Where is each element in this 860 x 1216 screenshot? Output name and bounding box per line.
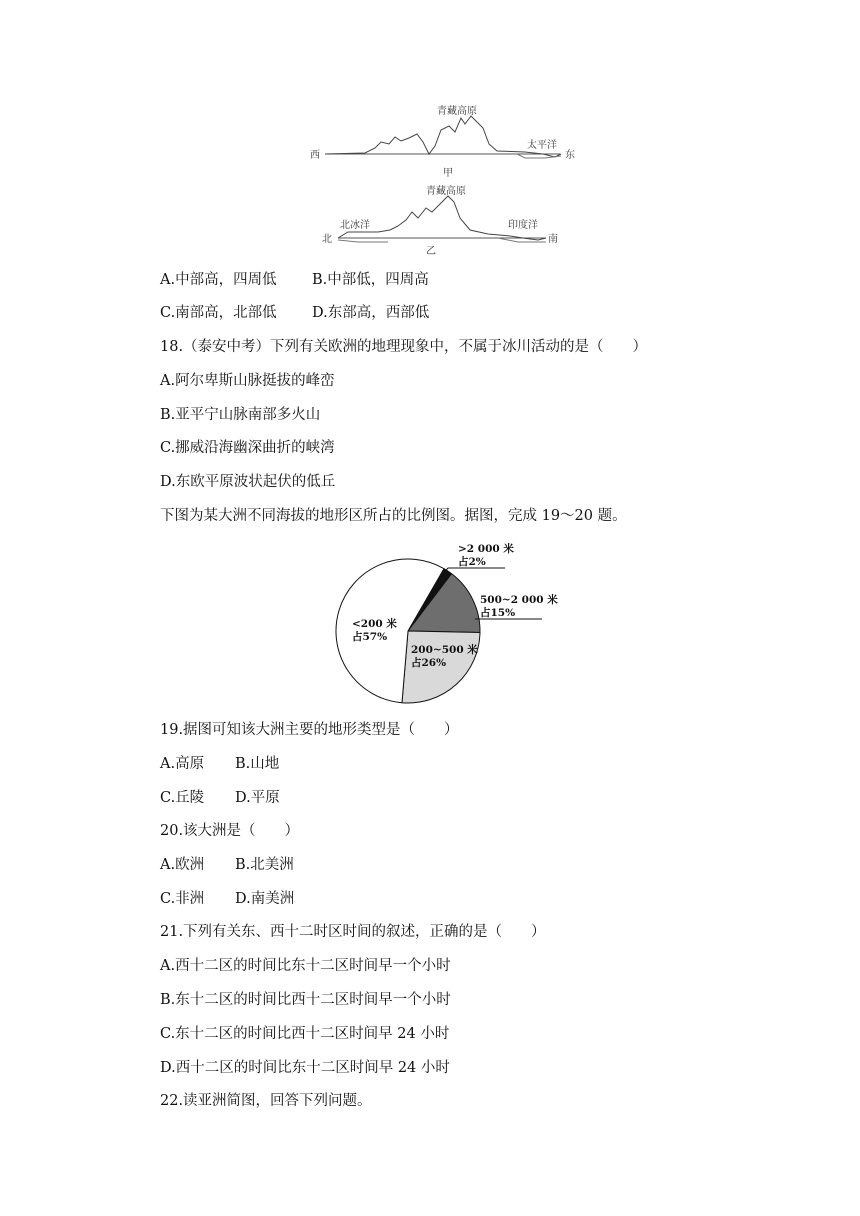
south-label: 南 bbox=[548, 234, 558, 245]
plateau-label-yi: 青藏高原 bbox=[426, 186, 466, 197]
q20-option-c: C.非洲 bbox=[160, 891, 205, 907]
share-under-200: 占57% bbox=[352, 631, 388, 643]
west-label: 西 bbox=[310, 150, 320, 161]
q17-options-row1 bbox=[160, 271, 429, 289]
terrain-profile-yi bbox=[318, 182, 568, 258]
q18-option-b: B.亚平宁山脉南部多火山 bbox=[160, 407, 321, 423]
q17-options-row2 bbox=[160, 304, 429, 322]
q19-option-b: B.山地 bbox=[235, 756, 280, 772]
indian-ocean-label: 印度洋 bbox=[508, 220, 538, 231]
q20-option-b: B.北美洲 bbox=[235, 857, 294, 873]
profile-caption-jia: 甲 bbox=[443, 168, 453, 179]
east-label: 东 bbox=[565, 150, 575, 161]
q20-options-row2 bbox=[160, 890, 294, 908]
share-500-2000: 占15% bbox=[480, 607, 516, 619]
terrain-profile-jia bbox=[305, 104, 585, 180]
label-over-2000: >2 000 米 bbox=[458, 543, 514, 555]
q17-option-b: B.中部低，四周高 bbox=[312, 272, 429, 288]
q19-options-row1 bbox=[160, 755, 279, 773]
q21-option-c: C.东十二区的时间比西十二区时间早 24 小时 bbox=[160, 1026, 450, 1042]
q20-option-d: D.南美洲 bbox=[235, 891, 295, 907]
chart-intro: 下图为某大洲不同海拔的地形区所占的比例图。据图，完成 19～20 题。 bbox=[160, 508, 627, 524]
q21-option-b: B.东十二区的时间比西十二区时间早一个小时 bbox=[160, 992, 451, 1008]
q21-stem: 21.下列有关东、西十二时区时间的叙述，正确的是（ ） bbox=[160, 924, 546, 940]
q18-option-a: A.阿尔卑斯山脉挺拔的峰峦 bbox=[160, 373, 335, 389]
pacific-label: 太平洋 bbox=[527, 140, 557, 151]
q17-option-d: D.东部高，西部低 bbox=[312, 305, 430, 321]
q19-option-d: D.平原 bbox=[235, 790, 280, 806]
q19-options-row2 bbox=[160, 789, 280, 807]
q21-option-d: D.西十二区的时间比东十二区时间早 24 小时 bbox=[160, 1060, 450, 1076]
q18-option-c: C.挪威沿海幽深曲折的峡湾 bbox=[160, 440, 335, 456]
share-200-500: 占26% bbox=[411, 657, 447, 669]
q19-option-c: C.丘陵 bbox=[160, 790, 205, 806]
q22-stem: 22.读亚洲简图，回答下列问题。 bbox=[160, 1093, 372, 1109]
profile-caption-yi: 乙 bbox=[426, 246, 436, 257]
q20-stem: 20.该大洲是（ ） bbox=[160, 823, 300, 839]
north-label: 北 bbox=[322, 234, 332, 245]
q20-option-a: A.欧洲 bbox=[160, 857, 205, 873]
q20-options-row1 bbox=[160, 856, 294, 874]
q18-stem: 18.（泰安中考）下列有关欧洲的地理现象中，不属于冰川活动的是（ ） bbox=[160, 339, 648, 355]
arctic-ocean-label: 北冰洋 bbox=[340, 220, 370, 231]
label-under-200: <200 米 bbox=[352, 618, 397, 630]
q17-option-a: A.中部高，四周低 bbox=[160, 272, 277, 288]
elevation-pie-chart bbox=[330, 535, 560, 711]
q18-option-d: D.东欧平原波状起伏的低丘 bbox=[160, 474, 336, 490]
share-over-2000: 占2% bbox=[458, 556, 486, 568]
q19-stem: 19.据图可知该大洲主要的地形类型是（ ） bbox=[160, 722, 459, 738]
q17-option-c: C.南部高，北部低 bbox=[160, 305, 277, 321]
q21-option-a: A.西十二区的时间比东十二区时间早一个小时 bbox=[160, 958, 451, 974]
q19-option-a: A.高原 bbox=[160, 756, 205, 772]
plateau-label-jia: 青藏高原 bbox=[437, 106, 477, 117]
label-500-2000: 500~2 000 米 bbox=[480, 594, 558, 606]
label-200-500: 200~500 米 bbox=[411, 644, 478, 656]
